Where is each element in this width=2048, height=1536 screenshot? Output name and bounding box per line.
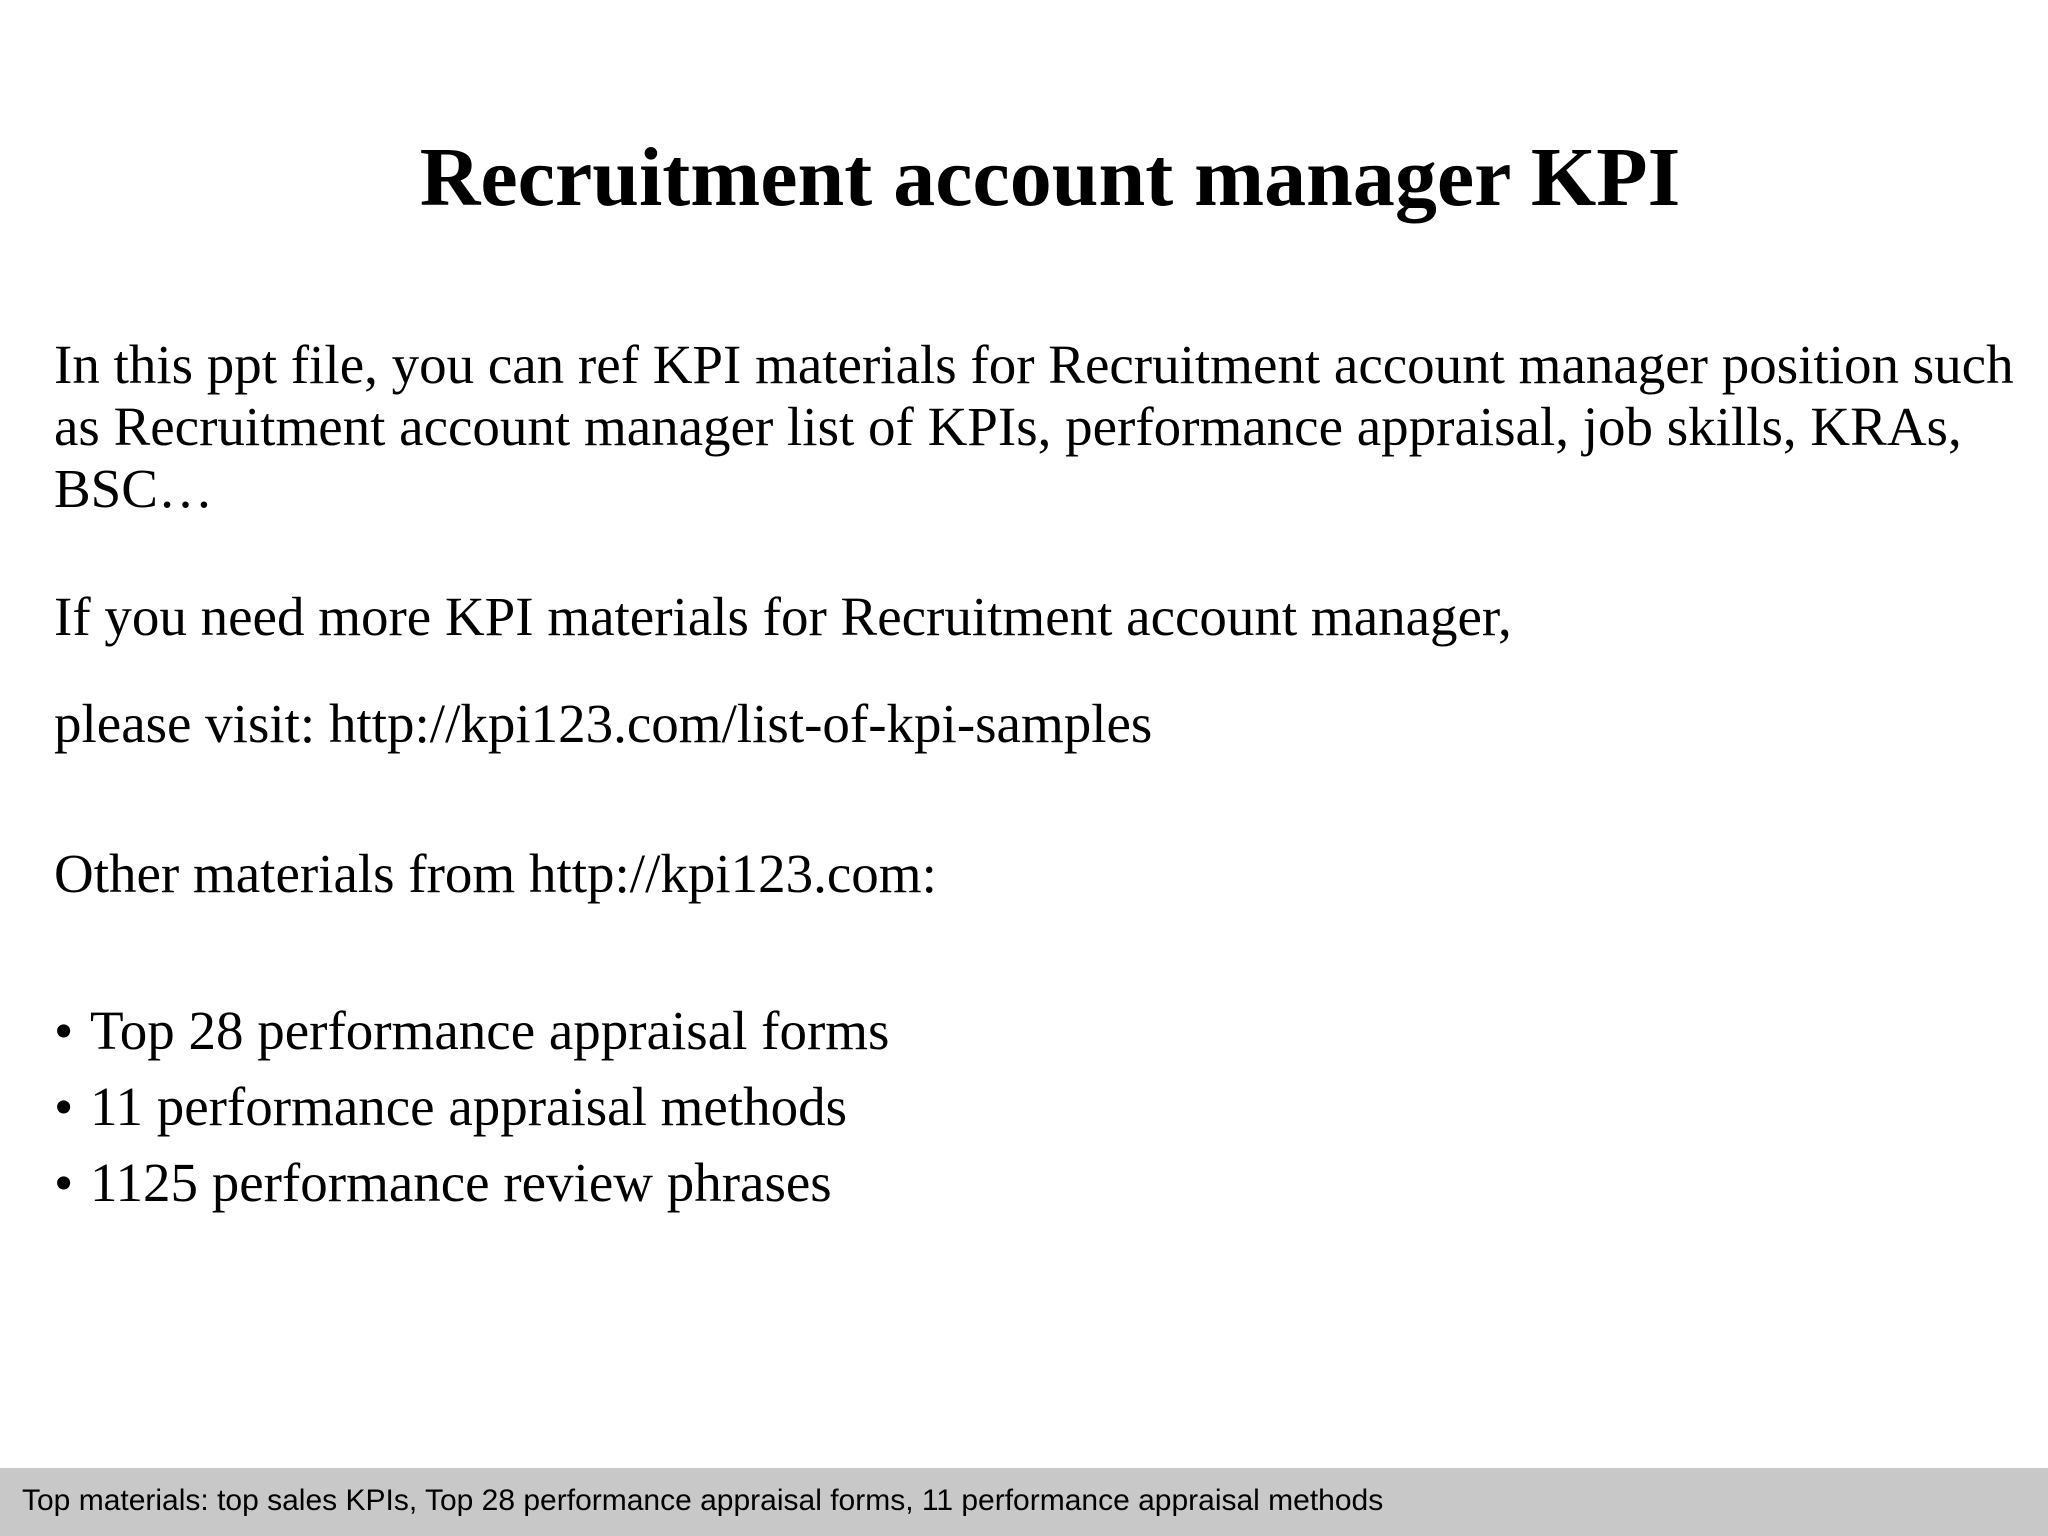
visit-link-text: please visit: http://kpi123.com/list-of-kpi-samples [54, 693, 1153, 754]
bullet-icon: • [54, 1076, 74, 1137]
list-item-label: 11 performance appraisal methods [90, 1076, 847, 1137]
list-item [54, 993, 1954, 1069]
list-item-label: 1125 performance review phrases [90, 1152, 832, 1213]
bullet-icon: • [54, 1000, 74, 1061]
footer-bar [0, 1468, 2048, 1536]
list-item [54, 1069, 1954, 1145]
bullet-icon: • [54, 1152, 74, 1213]
list-item-label: Top 28 performance appraisal forms [90, 1000, 890, 1061]
footer-text: Top materials: top sales KPIs, Top 28 performance appraisal forms, 11 performance appraisal methods [22, 1484, 1384, 1517]
list-item [54, 1145, 1954, 1221]
slide-title: Recruitment account manager KPI [419, 131, 1681, 224]
intro-paragraph: In this ppt file, you can ref KPI materials for Recruitment account manager position such as Recruitment account manager list of KPIs, performance appraisal, job skills, KRAs, BSC… [54, 334, 2014, 519]
materials-list [54, 993, 1954, 1221]
need-more-text: If you need more KPI materials for Recruitment account manager, [54, 586, 1512, 647]
other-materials-heading: Other materials from http://kpi123.com: [54, 843, 937, 904]
